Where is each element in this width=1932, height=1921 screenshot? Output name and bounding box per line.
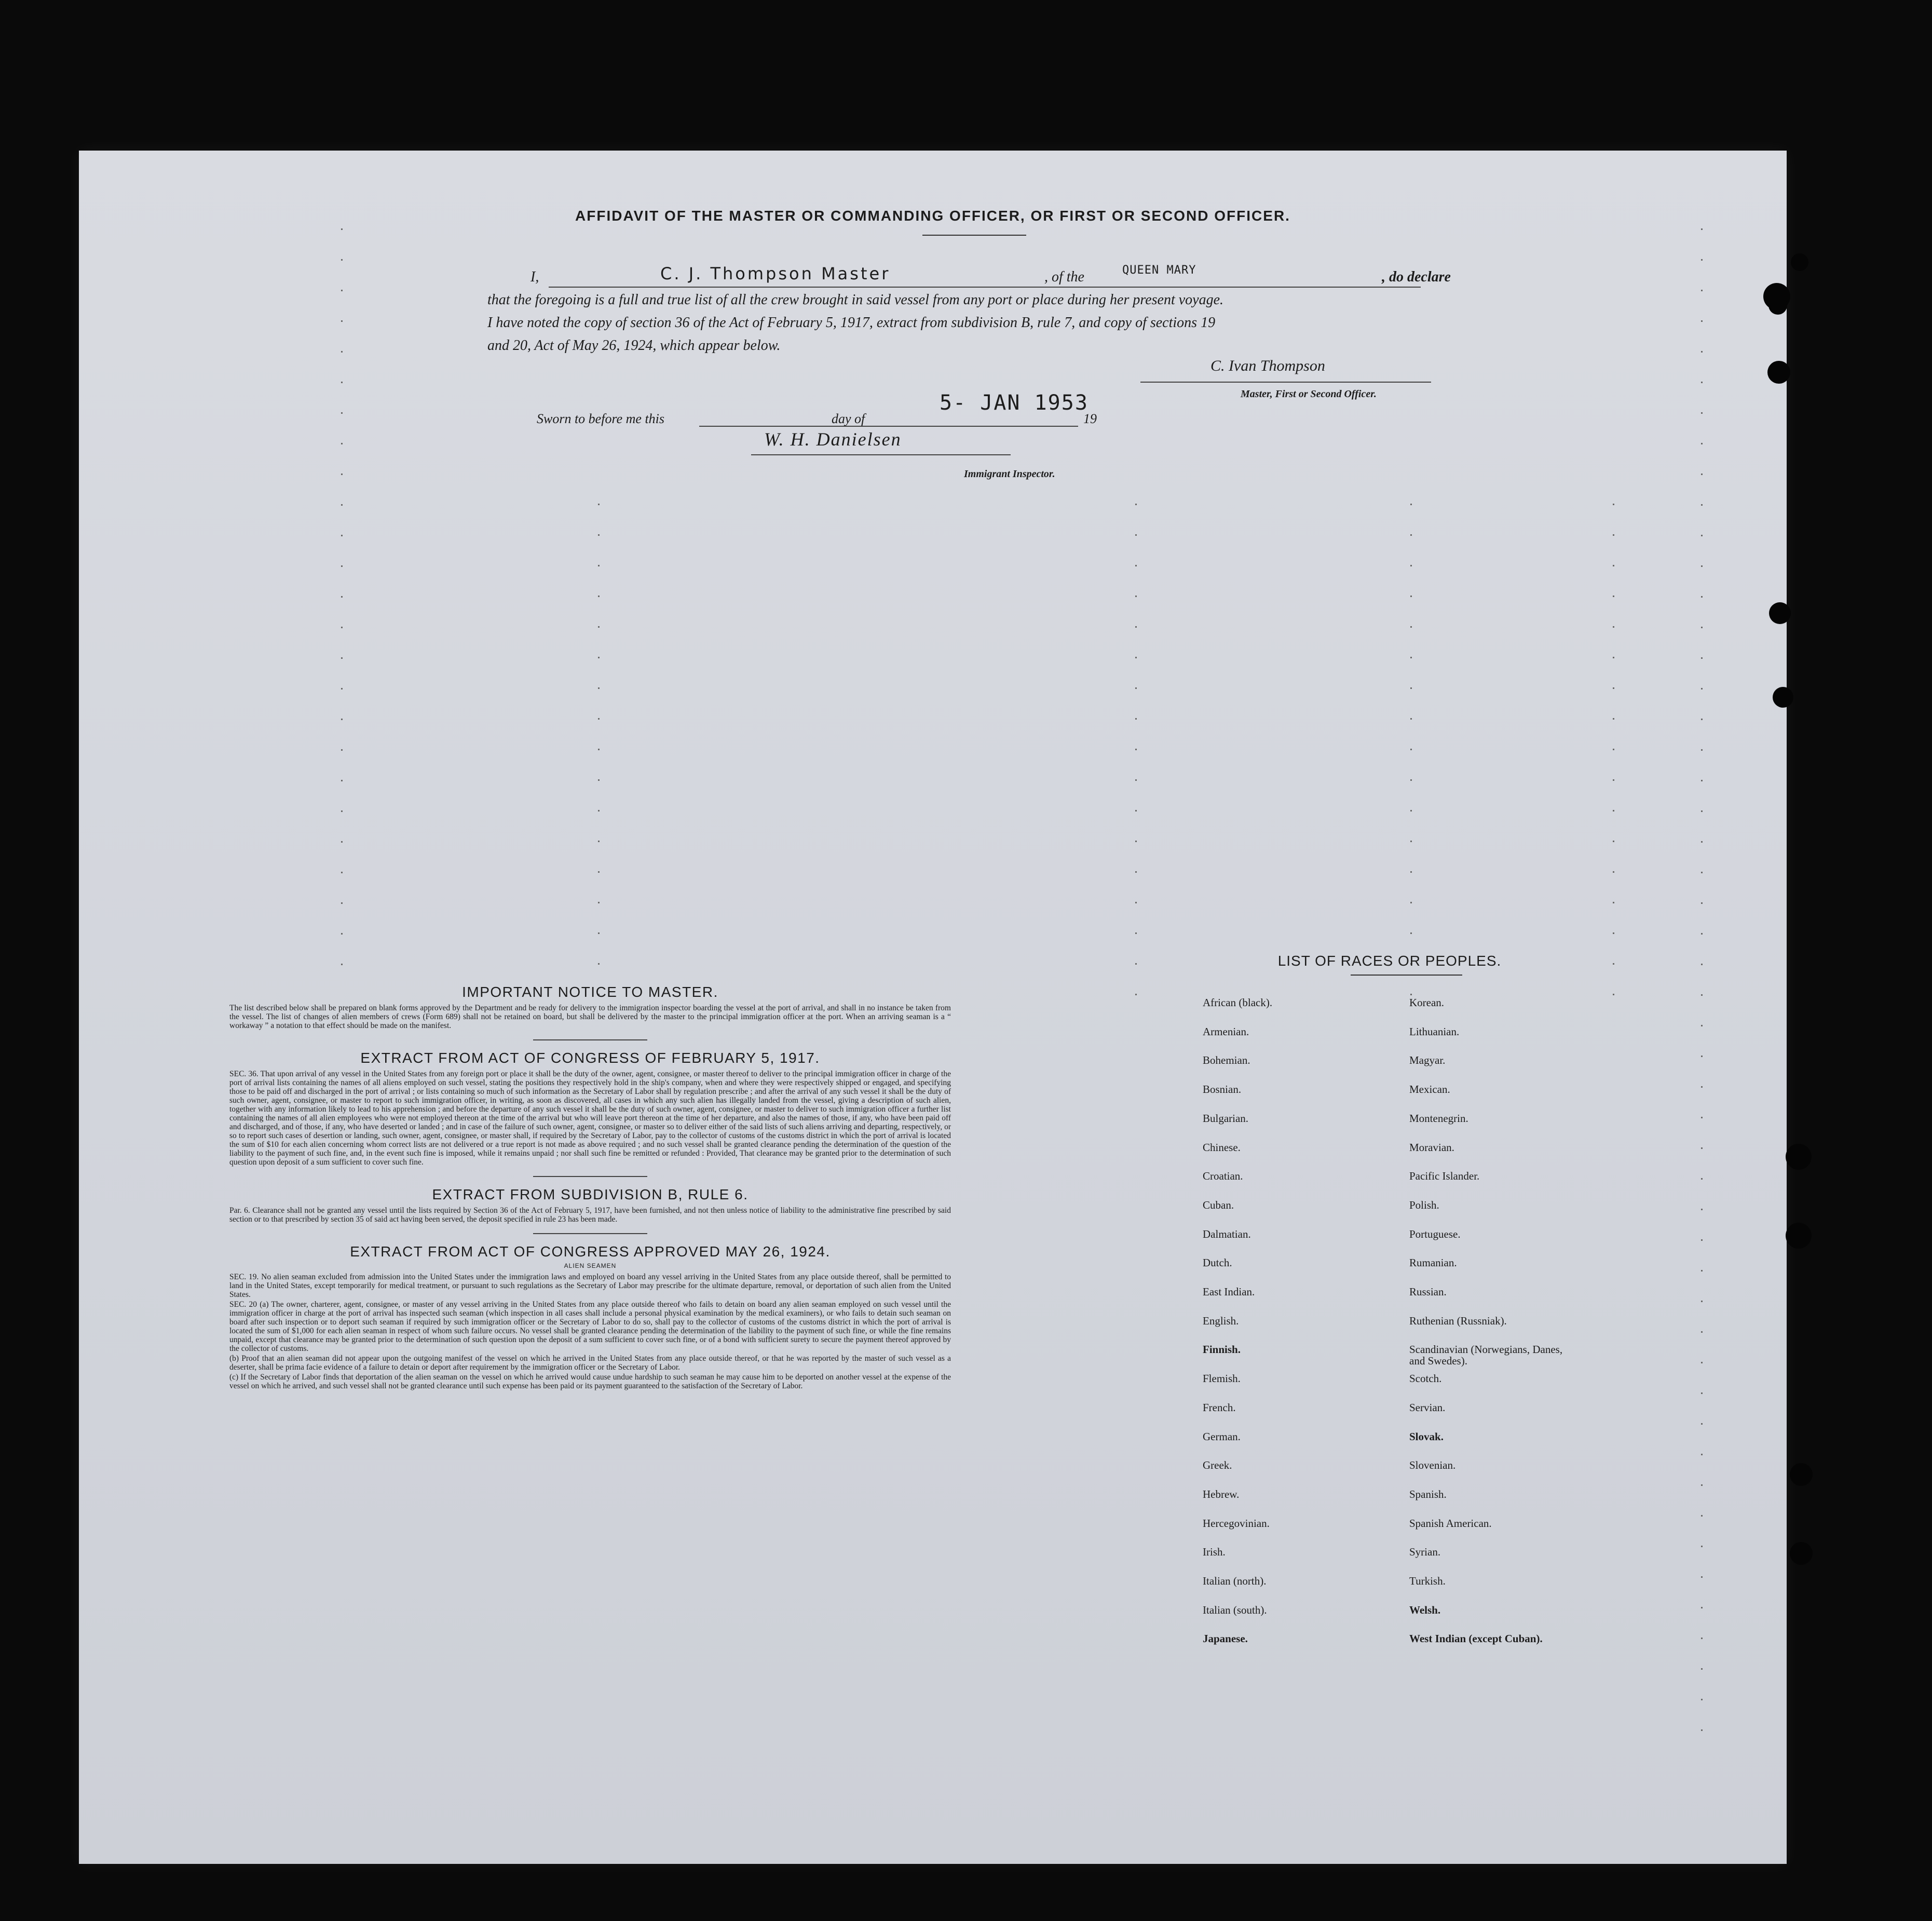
divider [533, 1176, 647, 1177]
divider [533, 1233, 647, 1234]
binder-hole [1790, 1542, 1813, 1565]
race-item: Slovenian. [1409, 1459, 1456, 1472]
binder-hole [1790, 1463, 1813, 1486]
race-item: Greek. [1203, 1459, 1232, 1472]
race-item: Russian. [1409, 1286, 1447, 1298]
race-item: Chinese. [1203, 1141, 1241, 1154]
race-item: French. [1203, 1401, 1236, 1414]
race-item: Bosnian. [1203, 1083, 1242, 1096]
race-item: Moravian. [1409, 1141, 1454, 1154]
binder-hole [1769, 602, 1791, 624]
master-signature: C. Ivan Thompson [1210, 357, 1325, 374]
race-item: Ruthenian (Russniak). [1409, 1314, 1507, 1327]
binder-hole [1791, 253, 1808, 271]
race-item: Portuguese. [1409, 1227, 1461, 1240]
extract-1917-body: SEC. 36. That upon arrival of any vessel in the United States from any foreign port or place it shall be the duty of the owner, agent, consignee, or master thereof to deliver to the principal immigration officer in charge of the port of arrival lists containing the names of all aliens employed on such vessel, stating the positions they respectively hold in the ship's company, when and where they were respectively shipped or engaged, and specifying those to be paid off and discharged in the port of arrival ; or lists containing so much of such information as the Secretary of Labor shall by regulation prescribe ; and after the arrival of any such vessel it shall be the duty of such owner, agent, consignee, or master to report to such immigration officer, in writing, as soon as discovered, all cases in which any such alien has illegally landed from the vessel, giving a description of such alien, together with any information likely to lead to his apprehension ; and before the departure of any such vessel it shall be the duty of such owner, agent, consignee, or master to deliver to such immigration officer a further list containing the names of all alien employees who were not employed thereon at the time of the arrival but who will leave port thereon at the time of her departure, and also the names of those, if any, who have been paid off and discharged, and of those, if any, who have deserted or landed ; and in case of the failure of such owner, agent, consignee, or master so to deliver either of the said lists of such aliens arriving and departing, respectively, or so to report such cases of desertion or landing, such owner, agent, consignee, or master shall, if required by the Secretary of Labor, pay to the collector of customs of the customs district in which the port of arrival is located the sum of $10 for each alien concerning whom correct lists are not delivered or a true report is not made as above required ; and no such vessel shall be granted clearance pending the determination of the question of the liability to the payment of such fine, and, in the event such fine is imposed, while it remains unpaid ; nor shall such fine be remitted or refunded : Provided, That clearance may be granted prior to the determination of such question upon deposit of a sum sufficient to cover such fine. [229, 1070, 951, 1167]
binder-hole [1767, 361, 1790, 384]
affidavit-line-2: that the foregoing is a full and true list of all the crew brought in said vessel from any port or place during her present voyage. [487, 292, 1224, 308]
extract-1924-title: EXTRACT FROM ACT OF CONGRESS APPROVED MAY 26, 1924. [350, 1243, 831, 1260]
race-item: Turkish. [1409, 1575, 1446, 1587]
race-item: Scandinavian (Norwegians, Danes, and Swedes). [1409, 1343, 1563, 1368]
affidavit-line-4: and 20, Act of May 26, 1924, which appear below. [487, 337, 781, 354]
race-item: Armenian. [1203, 1025, 1249, 1038]
race-item: Italian (south). [1203, 1603, 1267, 1616]
race-item: Irish. [1203, 1546, 1226, 1559]
inspector-signature-line [751, 454, 1011, 455]
race-item: Cuban. [1203, 1198, 1234, 1211]
race-item: Japanese. [1203, 1632, 1248, 1645]
inspector-caption: Immigrant Inspector. [964, 468, 1055, 480]
races-title-rule [1351, 975, 1462, 976]
affidavit-line-3: I have noted the copy of section 36 of the Act of February 5, 1917, extract from subdivision B, rule 7, and copy of sections 19 [487, 315, 1216, 331]
race-item: Rumanian. [1409, 1256, 1457, 1269]
inspector-signature: W. H. Danielsen [764, 429, 902, 450]
form-page [79, 151, 1787, 1864]
binder-hole [1786, 1144, 1812, 1170]
race-item: Hercegovinian. [1203, 1517, 1270, 1530]
race-item: Polish. [1409, 1198, 1439, 1211]
race-item: East Indian. [1203, 1286, 1255, 1298]
race-item: Hebrew. [1203, 1487, 1240, 1500]
race-item: Dutch. [1203, 1256, 1232, 1269]
race-item: Bulgarian. [1203, 1112, 1249, 1125]
race-item: English. [1203, 1314, 1239, 1327]
affidavit-title: AFFIDAVIT OF THE MASTER OR COMMANDING OFFICER, OR FIRST OR SECOND OFFICER. [575, 208, 1290, 224]
notice-title: IMPORTANT NOTICE TO MASTER. [462, 984, 718, 1000]
sec20c-body: (c) If the Secretary of Labor finds that deportation of the alien seaman on the vessel on which he arrived would cause undue hardship to such seaman he may cause him to be deported on another vessel at the expense of the vessel on which he arrived, and such vessel shall not be granted clearance until such expense has been paid or its payment guaranteed to the satisfaction of the Secretary of Labor. [229, 1373, 951, 1390]
notice-body: The list described below shall be prepared on blank forms approved by the Department and be ready for delivery to the immigration inspector boarding the vessel at the port of arrival, and shall in no instance be taken from the vessel. The list of changes of alien members of crews (Form 689) shall not be retained on board, but shall be delivered by the master to the principal immigration officer at the port. When an arriving seaman is a “ workaway ” a notation to that effect should be made on the manifest. [229, 1004, 951, 1030]
race-item: German. [1203, 1430, 1241, 1443]
race-item: Syrian. [1409, 1546, 1441, 1559]
sworn-fill-line [699, 426, 1078, 427]
race-item: Korean. [1409, 996, 1445, 1009]
races-title: LIST OF RACES OR PEOPLES. [1277, 953, 1502, 969]
race-item: Spanish. [1409, 1487, 1447, 1500]
race-item: Mexican. [1409, 1083, 1450, 1096]
rule6-body: Par. 6. Clearance shall not be granted any vessel until the lists required by Section 36 of the Act of February 5, 1917, have been furnished, and not then unless notice of liability to the administrative fine prescribed by said section or to that prescribed by section 35 of said act having been served, the deposit specified in rule 23 has been made. [229, 1206, 951, 1224]
sworn-prefix: Sworn to before me this [537, 411, 665, 426]
race-item: Servian. [1409, 1401, 1446, 1414]
master-name-handwritten: C. J. Thompson Master [660, 264, 891, 283]
dot-rule [341, 228, 342, 1059]
race-item: West Indian (except Cuban). [1409, 1632, 1543, 1645]
name-fill-line [549, 287, 1135, 288]
notice-block [229, 984, 951, 1390]
rule6-title: EXTRACT FROM SUBDIVISION B, RULE 6. [432, 1186, 749, 1202]
race-item: Flemish. [1203, 1372, 1241, 1385]
race-item: Bohemian. [1203, 1054, 1250, 1067]
race-item: Spanish American. [1409, 1517, 1492, 1530]
sworn-year-label: 19 [1083, 411, 1097, 426]
race-item: Lithuanian. [1409, 1025, 1460, 1038]
extract-1917-title: EXTRACT FROM ACT OF CONGRESS OF FEBRUARY 5, 1917. [360, 1050, 820, 1066]
sworn-day-label: day of [832, 411, 865, 426]
binder-hole [1773, 687, 1793, 708]
dot-rule [1410, 504, 1411, 1075]
race-item: Slovak. [1409, 1430, 1444, 1443]
binder-hole [1768, 296, 1787, 315]
dot-rule [1135, 504, 1136, 1075]
race-item: Dalmatian. [1203, 1227, 1251, 1240]
master-signature-line [1140, 382, 1431, 383]
race-item: Montenegrin. [1409, 1112, 1468, 1125]
master-caption: Master, First or Second Officer. [1241, 388, 1377, 400]
date-stamp: 5- JAN 1953 [940, 391, 1089, 415]
dot-rule [1701, 228, 1702, 1786]
race-item: Magyar. [1409, 1054, 1446, 1067]
dot-rule [1613, 504, 1614, 1075]
alien-seamen-subtitle: ALIEN SEAMEN [564, 1262, 617, 1269]
race-item: Pacific Islander. [1409, 1170, 1480, 1183]
do-declare-label: , do declare [1382, 269, 1451, 285]
sec20b-body: (b) Proof that an alien seaman did not appear upon the outgoing manifest of the vessel on which he arrived in the United States from any place outside thereof, or that he was reported by the master of such vessel as a deserter, shall be prima facie evidence of a failure to detain or deport after requirement by the immigration officer or the Secretary of Labor. [229, 1354, 951, 1372]
sec20a-body: SEC. 20 (a) The owner, charterer, agent, consignee, or master of any vessel arriving in the United States from any place outside thereof who fails to detain on board any alien seaman employed on such vessel until the immigration officer in charge at the port of arrival has inspected such seaman (which inspection in all cases shall include a personal physical examination by the medical examiners), or who fails to detain such seaman on board after such inspection or to deport such seaman if required by such immigration officer or the Secretary of Labor to do so, shall pay to the collector of customs of the customs district in which the port of arrival is located the sum of $1,000 for each alien seaman in respect of whom such failure occurs. No vessel shall be granted clearance pending the determination of the liability to the payment of such fine, or while the fine remains unpaid, except that clearance may be granted prior to the determination of such question upon the deposit of a sum sufficient to cover such fine, or of a bond with sufficient surety to secure the payment thereof approved by the collector of customs. [229, 1300, 951, 1353]
vessel-name-stamp: QUEEN MARY [1122, 264, 1196, 277]
race-item: Scotch. [1409, 1372, 1442, 1385]
race-item: Welsh. [1409, 1603, 1441, 1616]
vessel-fill-line [1109, 287, 1421, 288]
of-the-label: , of the [1044, 269, 1084, 285]
race-item: Croatian. [1203, 1170, 1243, 1183]
race-item: Italian (north). [1203, 1575, 1267, 1587]
divider [533, 1039, 647, 1040]
title-rule [922, 235, 1026, 236]
race-item: Finnish. [1203, 1343, 1241, 1356]
intro-prefix: I, [530, 269, 539, 285]
race-item: African (black). [1203, 996, 1273, 1009]
sec19-body: SEC. 19. No alien seaman excluded from admission into the United States under the immigration laws and employed on board any vessel arriving in the United States from any place outside thereof, shall be permitted to land in the United States, except temporarily for medical treatment, or pursuant to such regulations as the Secretary of Labor may prescribe for the ultimate departure, removal, or deportation of such alien from the United States. [229, 1273, 951, 1299]
binder-hole [1786, 1223, 1812, 1249]
